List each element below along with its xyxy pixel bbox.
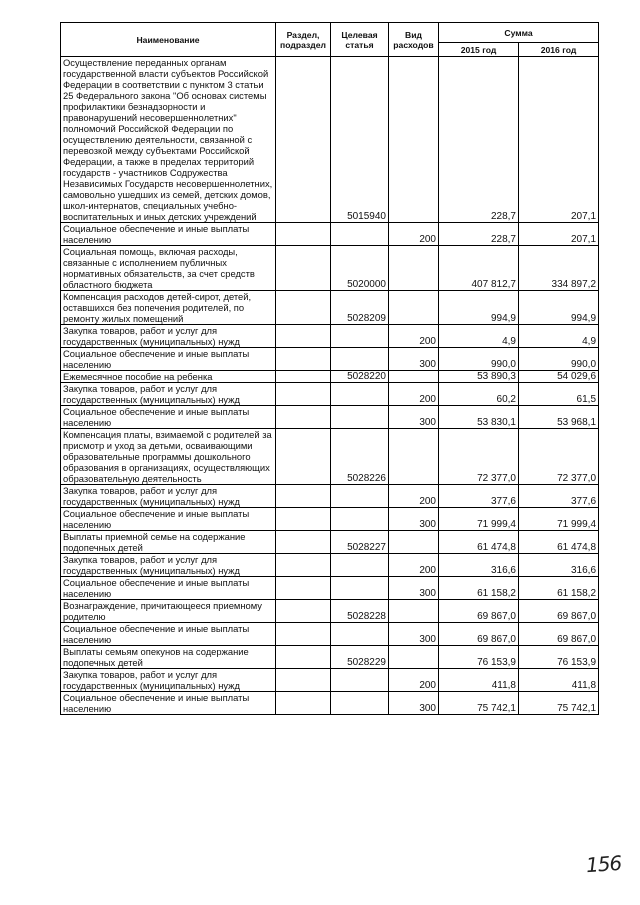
table-row: [61, 325, 599, 348]
table-row: [61, 508, 599, 531]
budget-table: [60, 22, 599, 715]
table-row: [61, 485, 599, 508]
cell-2016: 54 029,6: [519, 371, 599, 383]
cell-target: 5028209: [331, 291, 389, 325]
table-row: [61, 383, 599, 406]
cell-target: 5028227: [331, 531, 389, 554]
cell-section: [276, 223, 331, 246]
cell-name: Закупка товаров, работ и услуг для государственных (муниципальных) нужд: [61, 554, 276, 577]
cell-name: Закупка товаров, работ и услуг для государственных (муниципальных) нужд: [61, 485, 276, 508]
table-row: [61, 623, 599, 646]
cell-type: 200: [389, 223, 439, 246]
cell-section: [276, 406, 331, 429]
cell-type: 300: [389, 508, 439, 531]
cell-2016: 61 158,2: [519, 577, 599, 600]
cell-target: 5028229: [331, 646, 389, 669]
cell-target: [331, 223, 389, 246]
table-row: [61, 600, 599, 623]
col-header-type: Вид расходов: [389, 23, 439, 57]
cell-target: [331, 669, 389, 692]
cell-2016: 69 867,0: [519, 623, 599, 646]
cell-section: [276, 291, 331, 325]
cell-section: [276, 531, 331, 554]
cell-target: [331, 577, 389, 600]
cell-target: 5028228: [331, 600, 389, 623]
cell-type: [389, 429, 439, 485]
cell-name: Социальная помощь, включая расходы, связанные с исполнением публичных нормативных обязательств, за счет средств областного бюджета: [61, 246, 276, 291]
cell-name: Социальное обеспечение и иные выплаты населению: [61, 223, 276, 246]
page-number: 156: [585, 850, 622, 878]
col-header-2015: 2015 год: [439, 43, 519, 57]
cell-type: 200: [389, 325, 439, 348]
cell-2016: 334 897,2: [519, 246, 599, 291]
cell-2015: 316,6: [439, 554, 519, 577]
cell-section: [276, 508, 331, 531]
cell-2015: 53 830,1: [439, 406, 519, 429]
cell-name: Социальное обеспечение и иные выплаты населению: [61, 577, 276, 600]
cell-section: [276, 646, 331, 669]
cell-section: [276, 57, 331, 223]
cell-2016: 75 742,1: [519, 692, 599, 715]
cell-type: [389, 371, 439, 383]
table-row: [61, 554, 599, 577]
table-row: [61, 291, 599, 325]
cell-2016: 994,9: [519, 291, 599, 325]
table-row: [61, 692, 599, 715]
cell-2016: 69 867,0: [519, 600, 599, 623]
cell-type: [389, 531, 439, 554]
table-row: [61, 406, 599, 429]
cell-name: Социальное обеспечение и иные выплаты населению: [61, 406, 276, 429]
cell-2015: 61 158,2: [439, 577, 519, 600]
cell-2015: 53 890,3: [439, 371, 519, 383]
cell-section: [276, 692, 331, 715]
cell-name: Выплаты приемной семье на содержание подопечных детей: [61, 531, 276, 554]
cell-target: [331, 406, 389, 429]
cell-type: 300: [389, 577, 439, 600]
cell-section: [276, 325, 331, 348]
cell-target: 5015940: [331, 57, 389, 223]
cell-target: [331, 508, 389, 531]
cell-2016: 316,6: [519, 554, 599, 577]
cell-2016: 61,5: [519, 383, 599, 406]
cell-2016: 990,0: [519, 348, 599, 371]
cell-2016: 71 999,4: [519, 508, 599, 531]
cell-section: [276, 554, 331, 577]
cell-target: 5028226: [331, 429, 389, 485]
cell-target: [331, 325, 389, 348]
col-header-name: Наименование: [61, 23, 276, 57]
cell-2016: 411,8: [519, 669, 599, 692]
cell-target: [331, 623, 389, 646]
cell-type: 200: [389, 669, 439, 692]
cell-target: 5028220: [331, 371, 389, 383]
cell-target: [331, 485, 389, 508]
cell-type: [389, 57, 439, 223]
cell-2016: 76 153,9: [519, 646, 599, 669]
cell-section: [276, 429, 331, 485]
cell-type: 200: [389, 554, 439, 577]
table-row: [61, 646, 599, 669]
cell-2015: 407 812,7: [439, 246, 519, 291]
cell-section: [276, 485, 331, 508]
cell-type: [389, 291, 439, 325]
cell-target: [331, 383, 389, 406]
cell-2015: 411,8: [439, 669, 519, 692]
cell-section: [276, 623, 331, 646]
cell-type: [389, 600, 439, 623]
col-header-sum: Сумма: [439, 23, 599, 43]
cell-target: [331, 554, 389, 577]
cell-2015: 994,9: [439, 291, 519, 325]
cell-2015: 75 742,1: [439, 692, 519, 715]
cell-section: [276, 669, 331, 692]
table-row: [61, 348, 599, 371]
cell-2015: 228,7: [439, 223, 519, 246]
cell-name: Выплаты семьям опекунов на содержание подопечных детей: [61, 646, 276, 669]
cell-2016: 207,1: [519, 57, 599, 223]
cell-2015: 990,0: [439, 348, 519, 371]
table-row: [61, 371, 599, 383]
cell-section: [276, 348, 331, 371]
cell-2016: 4,9: [519, 325, 599, 348]
col-header-target: Целевая статья: [331, 23, 389, 57]
col-header-section: Раздел, подраздел: [276, 23, 331, 57]
cell-2015: 69 867,0: [439, 600, 519, 623]
cell-2015: 76 153,9: [439, 646, 519, 669]
cell-2015: 377,6: [439, 485, 519, 508]
cell-type: 300: [389, 348, 439, 371]
cell-2016: 207,1: [519, 223, 599, 246]
cell-type: [389, 646, 439, 669]
cell-name: Социальное обеспечение и иные выплаты населению: [61, 623, 276, 646]
cell-type: [389, 246, 439, 291]
cell-name: Компенсация расходов детей-сирот, детей, оставшихся без попечения родителей, по ремонту жилых помещений: [61, 291, 276, 325]
cell-2015: 61 474,8: [439, 531, 519, 554]
cell-type: 200: [389, 485, 439, 508]
cell-2015: 71 999,4: [439, 508, 519, 531]
table-row: [61, 577, 599, 600]
table-body: [61, 57, 599, 715]
table-row: [61, 223, 599, 246]
cell-name: Ежемесячное пособие на ребенка: [61, 371, 276, 383]
cell-type: 300: [389, 406, 439, 429]
table-row: [61, 531, 599, 554]
cell-target: [331, 692, 389, 715]
table-row: [61, 57, 599, 223]
cell-type: 300: [389, 623, 439, 646]
cell-name: Закупка товаров, работ и услуг для государственных (муниципальных) нужд: [61, 383, 276, 406]
table-row: [61, 429, 599, 485]
cell-type: 200: [389, 383, 439, 406]
cell-name: Социальное обеспечение и иные выплаты населению: [61, 692, 276, 715]
cell-section: [276, 600, 331, 623]
cell-2015: 4,9: [439, 325, 519, 348]
cell-name: Компенсация платы, взимаемой с родителей за присмотр и уход за детьми, осваивающими образовательные программы дошкольного образования в организациях, осуществляющих образовательную деятельность: [61, 429, 276, 485]
cell-name: Социальное обеспечение и иные выплаты населению: [61, 508, 276, 531]
cell-section: [276, 371, 331, 383]
cell-2016: 53 968,1: [519, 406, 599, 429]
cell-type: 300: [389, 692, 439, 715]
table-row: [61, 669, 599, 692]
cell-2015: 69 867,0: [439, 623, 519, 646]
cell-2015: 72 377,0: [439, 429, 519, 485]
cell-name: Социальное обеспечение и иные выплаты населению: [61, 348, 276, 371]
cell-section: [276, 383, 331, 406]
table-row: [61, 246, 599, 291]
cell-name: Закупка товаров, работ и услуг для государственных (муниципальных) нужд: [61, 669, 276, 692]
cell-name: Осуществление переданных органам государственной власти субъектов Российской Федерации в соответствии с пунктом 3 статьи 25 Федерального закона "Об основах системы профилактики безнадзорности и правонарушений несовершеннолетних" полномочий Российской Федерации по осуществлению деятельности, связанной с перевозкой между субъектами Российской Федерации, а также в пределах территорий государств - участников Содружества Независимых Государств несовершеннолетних, самовольно ушедших из семей, детских домов, школ-интернатов, специальных учебно-воспитательных и иных детских учреждений: [61, 57, 276, 223]
cell-target: 5020000: [331, 246, 389, 291]
cell-2016: 72 377,0: [519, 429, 599, 485]
cell-2016: 61 474,8: [519, 531, 599, 554]
col-header-2016: 2016 год: [519, 43, 599, 57]
table-header: [61, 23, 599, 57]
cell-section: [276, 246, 331, 291]
cell-2015: 60,2: [439, 383, 519, 406]
cell-target: [331, 348, 389, 371]
cell-2016: 377,6: [519, 485, 599, 508]
cell-name: Вознаграждение, причитающееся приемному родителю: [61, 600, 276, 623]
cell-name: Закупка товаров, работ и услуг для государственных (муниципальных) нужд: [61, 325, 276, 348]
cell-section: [276, 577, 331, 600]
cell-2015: 228,7: [439, 57, 519, 223]
